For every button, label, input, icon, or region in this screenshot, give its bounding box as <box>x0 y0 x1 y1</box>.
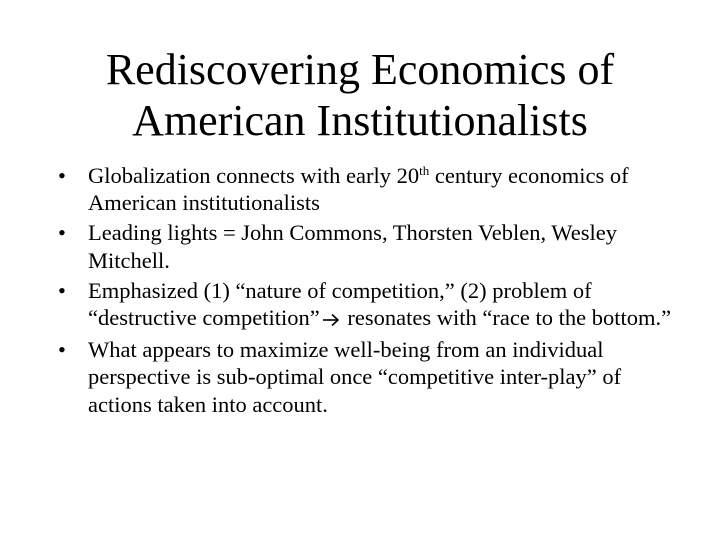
bullet-text-continued: century economics of American institutionalists <box>88 163 629 216</box>
bullet-list <box>58 162 688 421</box>
bullet-marker: • <box>58 163 66 188</box>
bullet-text: Emphasized (1) “nature of competition,” (2) problem of “destructive competition” <box>88 277 592 331</box>
superscript-text: th <box>419 163 430 178</box>
bullet-marker: • <box>58 220 66 246</box>
bullet-text-continued: resonates with “race to the bottom.” <box>341 305 672 331</box>
bullet-text: Globalization connects with early 20 <box>88 163 420 188</box>
bullet-text: Leading lights = John Commons, Thorsten Veblen, Wesley Mitchell. <box>88 220 617 273</box>
bullet-marker: • <box>58 337 66 363</box>
slide-title-line-2: American Institutionalists <box>132 96 588 145</box>
bullet-item-well-being <box>58 336 688 418</box>
bullet-marker: • <box>58 277 66 303</box>
right-arrow-icon <box>322 306 340 333</box>
slide-title <box>36 44 684 146</box>
bullet-item-leading-lights <box>58 219 688 273</box>
bullet-text: What appears to maximize well-being from an individual perspective is sub-optimal once “competitive inter-play” of actions taken into account. <box>88 337 622 417</box>
bullet-item-globalization <box>58 162 688 216</box>
slide-title-line-1: Rediscovering Economics of <box>105 45 615 94</box>
bullet-item-competition <box>58 277 688 333</box>
